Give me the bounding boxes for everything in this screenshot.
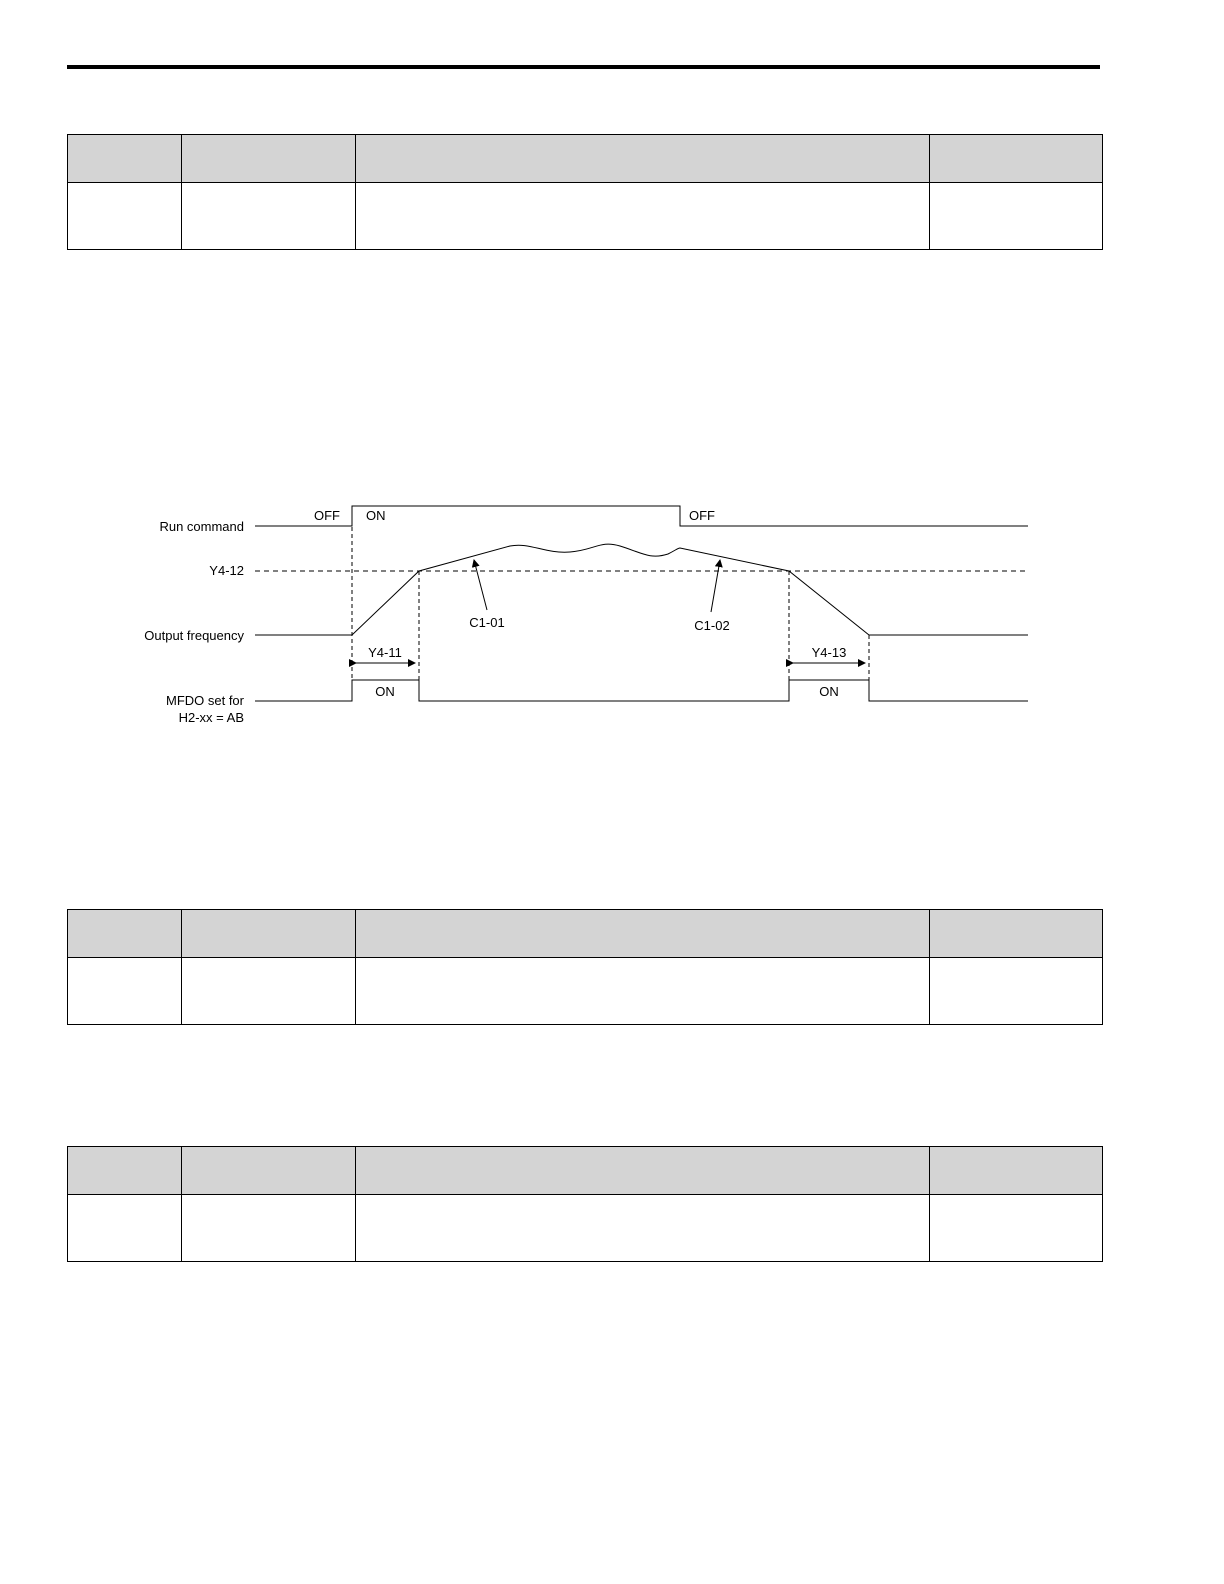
output-frequency-signal bbox=[255, 544, 1028, 635]
mfdo-label-line2: H2-xx = AB bbox=[178, 710, 244, 725]
parameter-table-1 bbox=[67, 134, 1103, 250]
header-cell bbox=[356, 1147, 930, 1195]
table-cell bbox=[356, 183, 930, 250]
table-header-row bbox=[68, 910, 1103, 958]
output-frequency-label: Output frequency bbox=[144, 628, 244, 643]
table-row bbox=[68, 958, 1103, 1025]
header-cell bbox=[356, 135, 930, 183]
table-cell bbox=[356, 1195, 930, 1262]
y4-11-label: Y4-11 bbox=[368, 645, 402, 660]
run-off-right-label: OFF bbox=[689, 508, 715, 523]
mfdo-on-right-label: ON bbox=[819, 684, 839, 699]
mfdo-label-line1: MFDO set for bbox=[165, 693, 244, 708]
c1-01-callout-arrow bbox=[474, 560, 487, 610]
header-cell bbox=[930, 135, 1103, 183]
y4-12-label: Y4-12 bbox=[209, 563, 244, 578]
table-cell bbox=[356, 958, 930, 1025]
table-row bbox=[68, 1195, 1103, 1262]
table-cell bbox=[68, 958, 182, 1025]
header-cell bbox=[182, 1147, 356, 1195]
timing-diagram bbox=[0, 490, 1224, 740]
header-cell bbox=[182, 910, 356, 958]
parameter-table-2 bbox=[67, 909, 1103, 1025]
table-cell bbox=[182, 1195, 356, 1262]
c1-02-callout-arrow bbox=[711, 560, 720, 612]
table-row bbox=[68, 183, 1103, 250]
run-command-label: Run command bbox=[159, 519, 244, 534]
header-cell bbox=[68, 135, 182, 183]
parameter-table-3 bbox=[67, 1146, 1103, 1262]
table-cell bbox=[68, 183, 182, 250]
table-cell bbox=[182, 183, 356, 250]
mfdo-signal bbox=[255, 680, 1028, 701]
run-off-left-label: OFF bbox=[314, 508, 340, 523]
header-cell bbox=[68, 910, 182, 958]
table-cell bbox=[930, 958, 1103, 1025]
header-cell bbox=[930, 1147, 1103, 1195]
y4-13-label: Y4-13 bbox=[811, 645, 847, 660]
c1-02-label: C1-02 bbox=[694, 618, 730, 633]
header-cell bbox=[930, 910, 1103, 958]
table-cell bbox=[930, 1195, 1103, 1262]
table-header-row bbox=[68, 135, 1103, 183]
table-cell bbox=[182, 958, 356, 1025]
mfdo-on-left-label: ON bbox=[375, 684, 395, 699]
header-cell bbox=[68, 1147, 182, 1195]
c1-01-label: C1-01 bbox=[469, 615, 505, 630]
header-cell bbox=[356, 910, 930, 958]
table-cell bbox=[930, 183, 1103, 250]
table-cell bbox=[68, 1195, 182, 1262]
table-header-row bbox=[68, 1147, 1103, 1195]
header-cell bbox=[182, 135, 356, 183]
top-rule bbox=[67, 65, 1100, 69]
run-on-label: ON bbox=[366, 508, 386, 523]
